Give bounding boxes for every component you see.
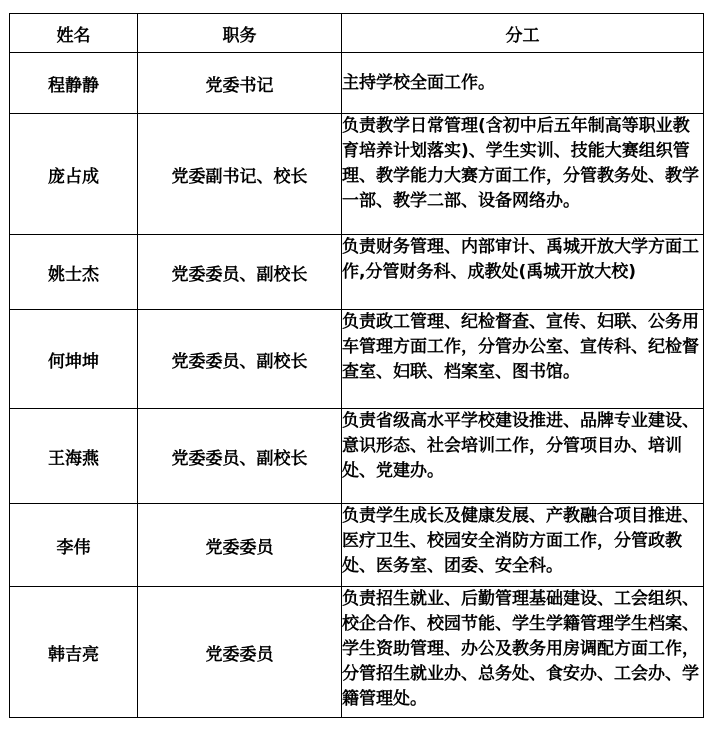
cell-role: 党委委员 — [138, 587, 342, 718]
cell-role: 党委委员 — [138, 504, 342, 587]
table-header-row — [10, 14, 704, 53]
cell-name: 姚士杰 — [10, 235, 138, 310]
table-row — [10, 310, 704, 409]
table-row — [10, 235, 704, 310]
cell-name: 李伟 — [10, 504, 138, 587]
table-row — [10, 53, 704, 114]
cell-name: 王海燕 — [10, 409, 138, 504]
cell-role: 党委副书记、校长 — [138, 114, 342, 235]
cell-duty: 负责财务管理、内部审计、禹城开放大学方面工作,分管财务科、成教处(禹城开放大校) — [342, 235, 704, 310]
cell-duty: 负责教学日常管理(含初中后五年制高等职业教育培养计划落实)、学生实训、技能大赛组织管理、教学能力大赛方面工作，分管教务处、教学一部、教学二部、设备网络办。 — [342, 114, 704, 235]
table-row — [10, 114, 704, 235]
cell-duty: 负责学生成长及健康发展、产教融合项目推进、医疗卫生、校园安全消防方面工作，分管政教处、医务室、团委、安全科。 — [342, 504, 704, 587]
header-role: 职务 — [138, 14, 342, 53]
cell-role: 党委书记 — [138, 53, 342, 114]
cell-duty: 负责政工管理、纪检督查、宣传、妇联、公务用车管理方面工作，分管办公室、宣传科、纪检督查室、妇联、档案室、图书馆。 — [342, 310, 704, 409]
table-row — [10, 504, 704, 587]
cell-duty: 负责省级高水平学校建设推进、品牌专业建设、意识形态、社会培训工作，分管项目办、培训处、党建办。 — [342, 409, 704, 504]
cell-role: 党委委员、副校长 — [138, 235, 342, 310]
header-duty: 分工 — [342, 14, 704, 53]
table-row — [10, 587, 704, 718]
cell-name: 韩吉亮 — [10, 587, 138, 718]
table-row — [10, 409, 704, 504]
cell-name: 程静静 — [10, 53, 138, 114]
cell-duty: 主持学校全面工作。 — [342, 53, 704, 114]
header-name: 姓名 — [10, 14, 138, 53]
cell-name: 何坤坤 — [10, 310, 138, 409]
cell-role: 党委委员、副校长 — [138, 409, 342, 504]
cell-role: 党委委员、副校长 — [138, 310, 342, 409]
cell-duty: 负责招生就业、后勤管理基础建设、工会组织、校企合作、校园节能、学生学籍管理学生档案、学生资助管理、办公及教务用房调配方面工作，分管招生就业办、总务处、食安办、工会办、学籍管理处。 — [342, 587, 704, 718]
cell-name: 庞占成 — [10, 114, 138, 235]
leadership-duty-table — [9, 13, 704, 718]
